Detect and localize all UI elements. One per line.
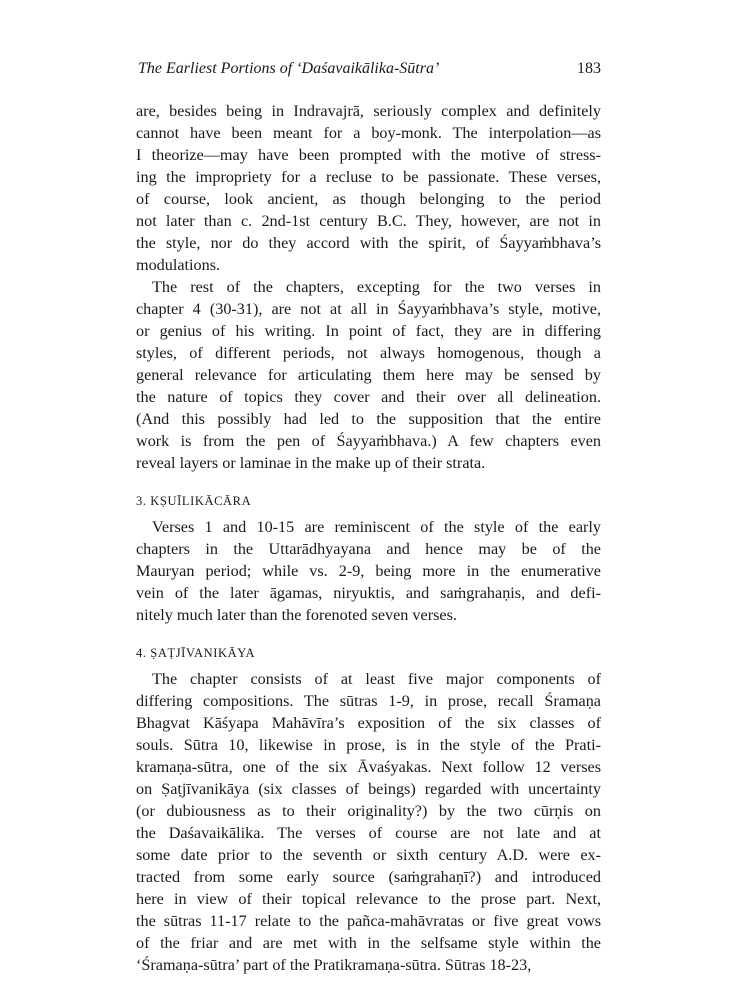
text-line: the style, nor do they accord with the spirit, of Śayyaṁbhava’s [136,234,601,252]
text-line: of course, look ancient, as though belonging to the period [136,190,601,208]
text-line: Verses 1 and 10-15 are reminiscent of the style of the early [152,518,601,536]
text-line: or genius of his writing. In point of fact, they are in differing [136,322,601,340]
text-line: differing compositions. The sūtras 1-9, in prose, recall Śramaṇa [136,692,601,710]
text-line: not later than c. 2nd-1st century B.C. They, however, are not in [136,212,601,230]
section-heading-3: 3. KṢUĪLIKĀCĀRA [136,494,252,508]
text-line: are, besides being in Indravajrā, seriously complex and definitely [136,102,601,120]
paragraph-1 [136,100,601,276]
text-line: Bhagvat Kāśyapa Mahāvīra’s exposition of the six classes of [136,714,601,732]
text-line: the nature of topics they cover and their over all delineation. [136,388,601,406]
text-line: chapter 4 (30-31), are not at all in Śayyaṁbhava’s style, motive, [136,300,601,318]
text-line: (or dubiousness as to their originality?) by the two cūrṇis on [136,802,601,820]
text-line: the Daśavaikālika. The verses of course are not late and at [136,824,601,842]
text-line: chapters in the Uttarādhyayana and hence may be of the [136,540,601,558]
text-line: nitely much later than the forenoted seven verses. [136,606,457,624]
text-line: styles, of different periods, not always homogenous, though a [136,344,601,362]
text-line: (And this possibly had led to the supposition that the entire [136,410,601,428]
text-line: modulations. [136,256,221,274]
text-line: ing the impropriety for a recluse to be passionate. These verses, [136,168,601,186]
text-line: cannot have been meant for a boy-monk. The interpolation—as [136,124,601,142]
text-line: tracted from some early source (saṁgrahaṇī?) and introduced [136,868,601,886]
text-line: here in view of their topical relevance to the prose part. Next, [136,890,601,908]
text-line: work is from the pen of Śayyaṁbhava.) A few chapters even [136,432,601,450]
text-line: on Ṣaṭjīvanikāya (six classes of beings) regarded with uncertainty [136,780,601,798]
text-line: The rest of the chapters, excepting for the two verses in [152,278,601,296]
text-line: The chapter consists of at least five major components of [152,670,601,688]
text-line: reveal layers or laminae in the make up of their strata. [136,454,486,472]
paragraph-4 [136,668,601,976]
text-line: of the friar and are met with in the selfsame style within the [136,934,601,952]
text-line: vein of the later āgamas, niryuktis, and saṁgrahaṇis, and defi- [136,584,601,602]
text-line: general relevance for articulating them here may be sensed by [136,366,601,384]
text-line: I theorize—may have been prompted with the motive of stress- [136,146,601,164]
running-title: The Earliest Portions of ‘Daśavaikālika-Sūtra’ [138,60,440,77]
body-text [136,100,601,976]
text-line: kramaṇa-sūtra, one of the six Āvaśyakas. Next follow 12 verses [136,758,601,776]
page-number: 183 [577,60,601,77]
text-line: some date prior to the seventh or sixth century A.D. were ex- [136,846,601,864]
section-heading-4: 4. ṢAṬJĪVANIKĀYA [136,646,256,660]
text-line: souls. Sūtra 10, likewise in prose, is in the style of the Prati- [136,736,601,754]
text-line: Mauryan period; while vs. 2-9, being more in the enumerative [136,562,601,580]
running-header [138,60,601,78]
text-line: ‘Śramaṇa-sūtra’ part of the Pratikramaṇa-sūtra. Sūtras 18-23, [136,956,532,974]
paragraph-3 [136,516,601,626]
text-line: the sūtras 11-17 relate to the pañca-mahāvratas or five great vows [136,912,601,930]
paragraph-2 [136,276,601,474]
